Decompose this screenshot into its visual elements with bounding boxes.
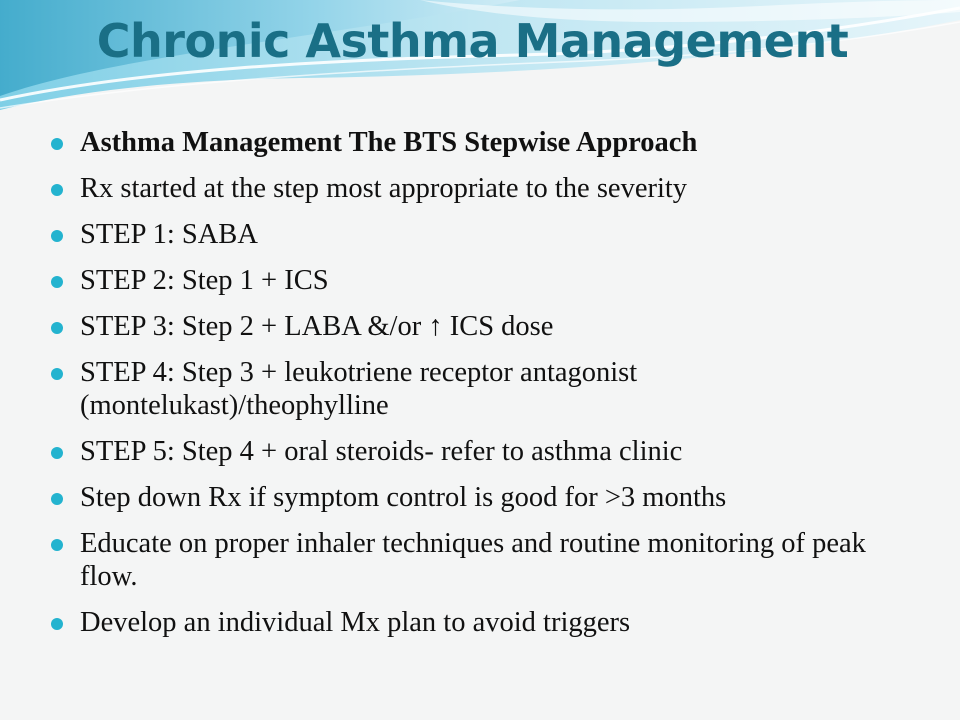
bullet-text: STEP 4: Step 3 + leukotriene receptor antagonist (montelukast)/theophylline (80, 357, 638, 421)
slide-title: Chronic Asthma Management (96, 14, 849, 68)
bullet-text: Rx started at the step most appropriate to the severity (80, 173, 688, 204)
bullet-item (50, 606, 930, 639)
bullet-text: STEP 1: SABA (80, 219, 258, 250)
bullet-text: Educate on proper inhaler techniques and routine monitoring of peak flow. (80, 528, 866, 592)
bullet-list (50, 126, 930, 652)
bullet-text: STEP 3: Step 2 + LABA &/or ↑ ICS dose (80, 311, 554, 342)
bullet-dot-icon (51, 368, 63, 380)
bullet-item (50, 310, 930, 343)
bullet-item (50, 126, 930, 159)
bullet-item (50, 264, 930, 297)
bullet-text: STEP 5: Step 4 + oral steroids- refer to asthma clinic (80, 436, 683, 467)
bullet-dot-icon (51, 184, 63, 196)
bullet-dot-icon (51, 493, 63, 505)
bullet-item (50, 356, 930, 422)
bullet-dot-icon (51, 539, 63, 551)
bullet-text: Step down Rx if symptom control is good for >3 months (80, 482, 727, 513)
bullet-dot-icon (51, 618, 63, 630)
bullet-dot-icon (51, 230, 63, 242)
bullet-dot-icon (51, 138, 63, 150)
bullet-item (50, 218, 930, 251)
bullet-text: Develop an individual Mx plan to avoid triggers (80, 607, 631, 638)
bullet-item (50, 172, 930, 205)
bullet-dot-icon (51, 447, 63, 459)
bullet-dot-icon (51, 276, 63, 288)
bullet-dot-icon (51, 322, 63, 334)
bullet-text: STEP 2: Step 1 + ICS (80, 265, 329, 296)
bullet-item (50, 435, 930, 468)
bullet-item (50, 481, 930, 514)
bullet-text: Asthma Management The BTS Stepwise Approach (80, 127, 698, 158)
bullet-item (50, 527, 930, 593)
